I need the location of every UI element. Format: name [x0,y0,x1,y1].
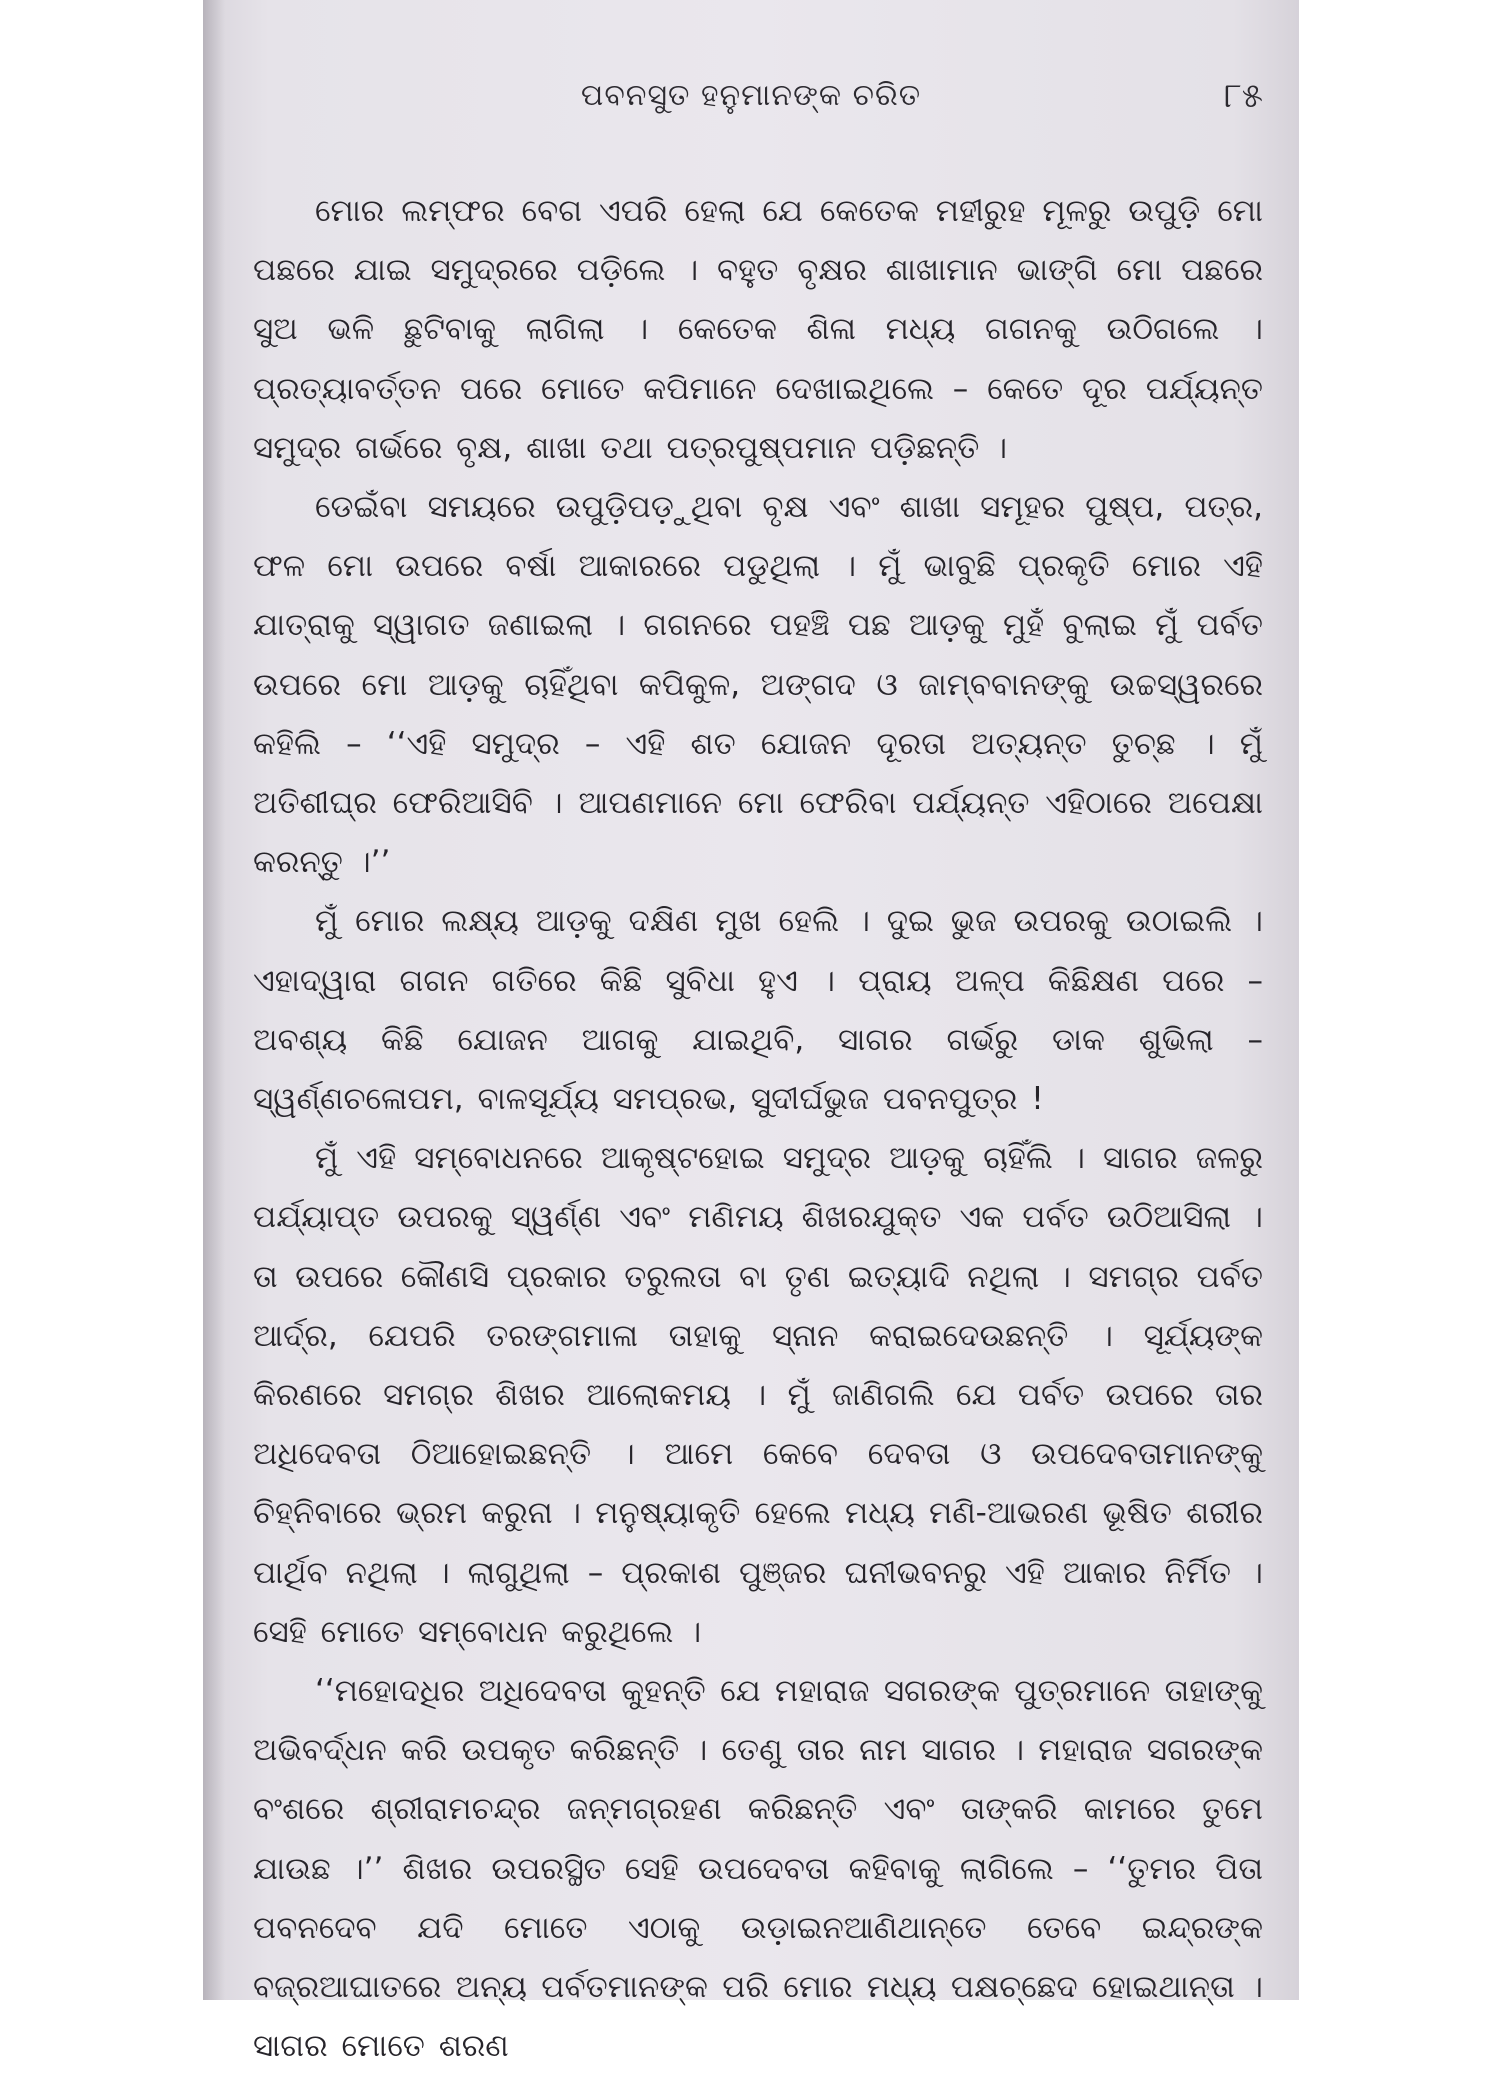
page-gutter-shadow [203,0,225,2000]
paragraph: ‘‘ମହୋଦଧିର ଅଧିଦେବତା କୁହନ୍ତି ଯେ ମହାରାଜ ସଗରଙ୍କ ପୁତ୍ରମାନେ ତାହାଙ୍କୁ ଅଭିବର୍ଦ୍ଧନ କରି ଉପକୃତ କରିଛନ୍ତି । ତେଣୁ ତାର ନାମ ସାଗର । ମହାରାଜ ସଗରଙ୍କ ବଂଶରେ ଶ୍ରୀରାମଚନ୍ଦ୍ର ଜନ୍ମଗ୍ରହଣ କରିଛନ୍ତି ଏବଂ ତାଙ୍କରି କାମରେ ତୁମେ ଯାଉଛ ।’’ ଶିଖର ଉପରସ୍ଥିତ ସେହି ଉପଦେବତା କହିବାକୁ ଲାଗିଲେ – ‘‘ତୁମର ପିତା ପବନଦେବ ଯଦି ମୋତେ ଏଠାକୁ ଉଡ଼ାଇନଆଣିଥାନ୍ତେ ତେବେ ଇନ୍ଦ୍ରଙ୍କ ବଜ୍ରଆଘାତରେ ଅନ୍ୟ ପର୍ବତମାନଙ୍କ ପରି ମୋର ମଧ୍ୟ ପକ୍ଷଚ୍ଛେଦ ହୋଇଥାନ୍ତା । ସାଗର ମୋତେ ଶରଣ [253,1673,1263,2065]
running-title: ପବନସୁତ ହନୁମାନଙ୍କ ଚରିତ [580,78,922,113]
page-number: ୮୫ [1224,76,1263,116]
paragraph: ମୁଁ ମୋର ଲକ୍ଷ୍ୟ ଆଡ଼କୁ ଦକ୍ଷିଣ ମୁଖ ହେଲି । ଦୁଇ ଭୁଜ ଉପରକୁ ଉଠାଇଲି । ଏହାଦ୍ୱାରା ଗଗନ ଗତିରେ କିଛି ସୁବିଧା ହୁଏ । ପ୍ରାୟ ଅଳ୍ପ କିଛିକ୍ଷଣ ପରେ – ଅବଶ୍ୟ କିଛି ଯୋଜନ ଆଗକୁ ଯାଇଥିବି, ସାଗର ଗର୍ଭରୁ ଡାକ ଶୁଭିଲା – ସ୍ୱର୍ଣ୍ଣଚଳୋପମ, ବାଳସୂର୍ଯ୍ୟ ସମପ୍ରଭ, ସୁଦୀର୍ଘଭୁଜ ପବନପୁତ୍ର ! [253,903,1263,1118]
paragraph: ମୋର ଲମ୍ଫର ବେଗ ଏପରି ହେଲା ଯେ କେତେକ ମହୀରୁହ ମୂଳରୁ ଉପୁଡ଼ି ମୋ ପଛରେ ଯାଇ ସମୁଦ୍ରରେ ପଡ଼ିଲେ । ବହୁତ ବୃକ୍ଷର ଶାଖାମାନ ଭାଙ୍ଗି ମୋ ପଛରେ ସୁଅ ଭଳି ଛୁଟିବାକୁ ଲାଗିଲା । କେତେକ ଶିଳା ମଧ୍ୟ ଗଗନକୁ ଉଠିଗଲେ । ପ୍ରତ୍ୟାବର୍ତ୍ତନ ପରେ ମୋତେ କପିମାନେ ଦେଖାଇଥିଲେ – କେତେ ଦୂର ପର୍ଯ୍ୟନ୍ତ ସମୁଦ୍ର ଗର୍ଭରେ ବୃକ୍ଷ, ଶାଖା ତଥା ପତ୍ରପୁଷ୍ପମାନ ପଡ଼ିଛନ୍ତି । [253,193,1263,466]
book-page [203,0,1299,2065]
running-header [203,70,1299,122]
paragraph: ମୁଁ ଏହି ସମ୍ବୋଧନରେ ଆକୃଷ୍ଟହୋଇ ସମୁଦ୍ର ଆଡ଼କୁ ଚାହିଁଲି । ସାଗର ଜଳରୁ ପର୍ଯ୍ୟାପ୍ତ ଉପରକୁ ସ୍ୱର୍ଣ୍ଣ ଏବଂ ମଣିମୟ ଶିଖରଯୁକ୍ତ ଏକ ପର୍ବତ ଉଠିଆସିଲା । ତା ଉପରେ କୌଣସି ପ୍ରକାର ତରୁଲତା ବା ତୃଣ ଇତ୍ୟାଦି ନଥିଲା । ସମଗ୍ର ପର୍ବତ ଆର୍ଦ୍ର, ଯେପରି ତରଙ୍ଗମାଳା ତାହାକୁ ସ୍ନାନ କରାଇଦେଉଛନ୍ତି । ସୂର୍ଯ୍ୟଙ୍କ କିରଣରେ ସମଗ୍ର ଶିଖର ଆଲୋକମୟ । ମୁଁ ଜାଣିଗଲି ଯେ ପର୍ବତ ଉପରେ ତାର ଅଧିଦେବତା ଠିଆହୋଇଛନ୍ତି । ଆମେ କେବେ ଦେବତା ଓ ଉପଦେବତାମାନଙ୍କୁ ଚିହ୍ନିବାରେ ଭ୍ରମ କରୁନା । ମନୁଷ୍ୟାକୃତି ହେଲେ ମଧ୍ୟ ମଣି-ଆଭରଣ ଭୂଷିତ ଶରୀର ପାର୍ଥିବ ନଥିଲା । ଲାଗୁଥିଲା – ପ୍ରକାଶ ପୁଞ୍ଜର ଘନୀଭବନରୁ ଏହି ଆକାର ନିର୍ମିତ । ସେହି ମୋତେ ସମ୍ବୋଧନ କରୁଥିଲେ । [253,1140,1263,1650]
body-text [253,182,1263,2077]
paragraph: ଡେଇଁବା ସମୟରେ ଉପୁଡ଼ିପଡ଼ୁଥିବା ବୃକ୍ଷ ଏବଂ ଶାଖା ସମୂହର ପୁଷ୍ପ, ପତ୍ର, ଫଳ ମୋ ଉପରେ ବର୍ଷା ଆକାରରେ ପଡୁଥିଲା । ମୁଁ ଭାବୁଛି ପ୍ରକୃତି ମୋର ଏହି ଯାତ୍ରାକୁ ସ୍ୱାଗତ ଜଣାଇଲା । ଗଗନରେ ପହଞ୍ଚି ପଛ ଆଡ଼କୁ ମୁହଁ ବୁଲାଇ ମୁଁ ପର୍ବତ ଉପରେ ମୋ ଆଡ଼କୁ ଚାହିଁଥିବା କପିକୁଳ, ଅଙ୍ଗଦ ଓ ଜାମ୍ବବାନଙ୍କୁ ଉଚ୍ଚସ୍ୱରରେ କହିଲି – ‘‘ଏହି ସମୁଦ୍ର – ଏହି ଶତ ଯୋଜନ ଦୂରତା ଅତ୍ୟନ୍ତ ତୁଚ୍ଛ । ମୁଁ ଅତିଶୀଘ୍ର ଫେରିଆସିବି । ଆପଣମାନେ ମୋ ଫେରିବା ପର୍ଯ୍ୟନ୍ତ ଏହିଠାରେ ଅପେକ୍ଷା କରନ୍ତୁ ।’’ [253,489,1263,881]
